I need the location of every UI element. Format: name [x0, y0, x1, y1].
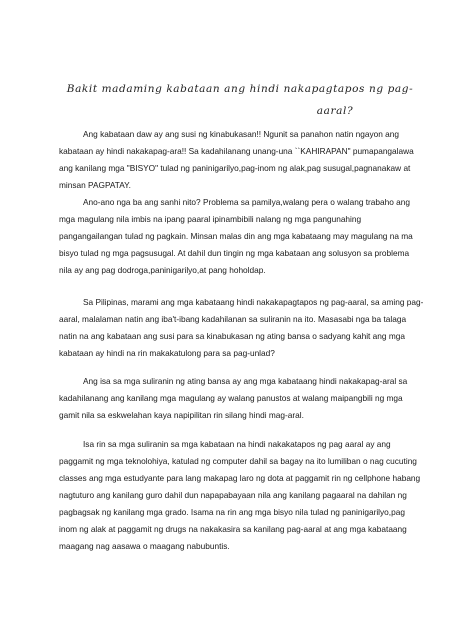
paragraph-2: Ano-ano nga ba ang sanhi nito? Problema sa pamilya,walang pera o walang trabaho ang mga magulang nila imbis na ipang paaral ipinambibili nalang ng mga pangunahing pangangailangan tulad ng pagkain. Minsan malas din ang mga kabataang may magulang na ma bisyo tulad ng mga pagsusugal. At dahil dun tingin ng mga kabataan ang solusyon sa problema nila ay ang pag dodroga,paninigarilyo,at pang hoholdap. [59, 197, 413, 275]
paragraph-3: Sa Pilipinas, marami ang mga kabataang hindi nakakapagtapos ng pag-aaral, sa aming pag-aaral, malalaman natin ang iba't-ibang kadahilanan sa suliranin na ito. Masasabi nga ba talaga natin na ang kabataan ang susi para sa kinabukasan ng ating bansa o sadyang kahit ang mga kabataan ay hindi na rin makakatulong para sa pag-unlad? [59, 297, 424, 358]
document-title [60, 78, 420, 122]
paragraph-1: Ang kabataan daw ay ang susi ng kinabukasan!! Ngunit sa panahon natin ngayon ang kabataan ay hindi nakakapag-ara!! Sa kadahilanang unang-una ``KAHIRAPAN" pumapangalawa ang kanilang mga "BISYO" tulad ng paninigarilyo,pag-inom ng alak,pag susugal,pagnanakaw at minsan PAGPATAY. [59, 129, 414, 190]
paragraph-5: Isa rin sa mga suliranin sa mga kabataan na hindi nakakatapos ng pag aaral ay ang paggamit ng mga teknolohiya, katulad ng computer dahil sa bagay na ito lumiliban o nag cucuting classes ang mga estudyante para lang makapag laro ng dota at paggamit rin ng cellphone habang nagtuturo ang kanilang guro dahil dun napapabayaan nila ang kanilang pagaaral na dahilan ng pagbagsak ng kanilang mga grado. Isama na rin ang mga bisyo nila tulad ng paninigarilyo,pag inom ng alak at paggamit ng drugs na nakakasira sa kanilang pag-aaral at ang mga kabataang maagang nag aasawa o maagang nabubuntis. [59, 439, 421, 551]
title-line-2: aaral? [316, 105, 354, 117]
paragraph-4: Ang isa sa mga suliranin ng ating bansa ay ang mga kabataang hindi nakakapag-aral sa kadahilanang ang kanilang mga magulang ay walang panustos at walang maipangbili ng mga gamit nila sa eskwelahan kaya napipilitan rin silang hindi mag-aral. [59, 376, 408, 420]
title-line-1: Bakit madaming kabataan ang hindi nakapagtapos ng pag- [66, 83, 414, 95]
